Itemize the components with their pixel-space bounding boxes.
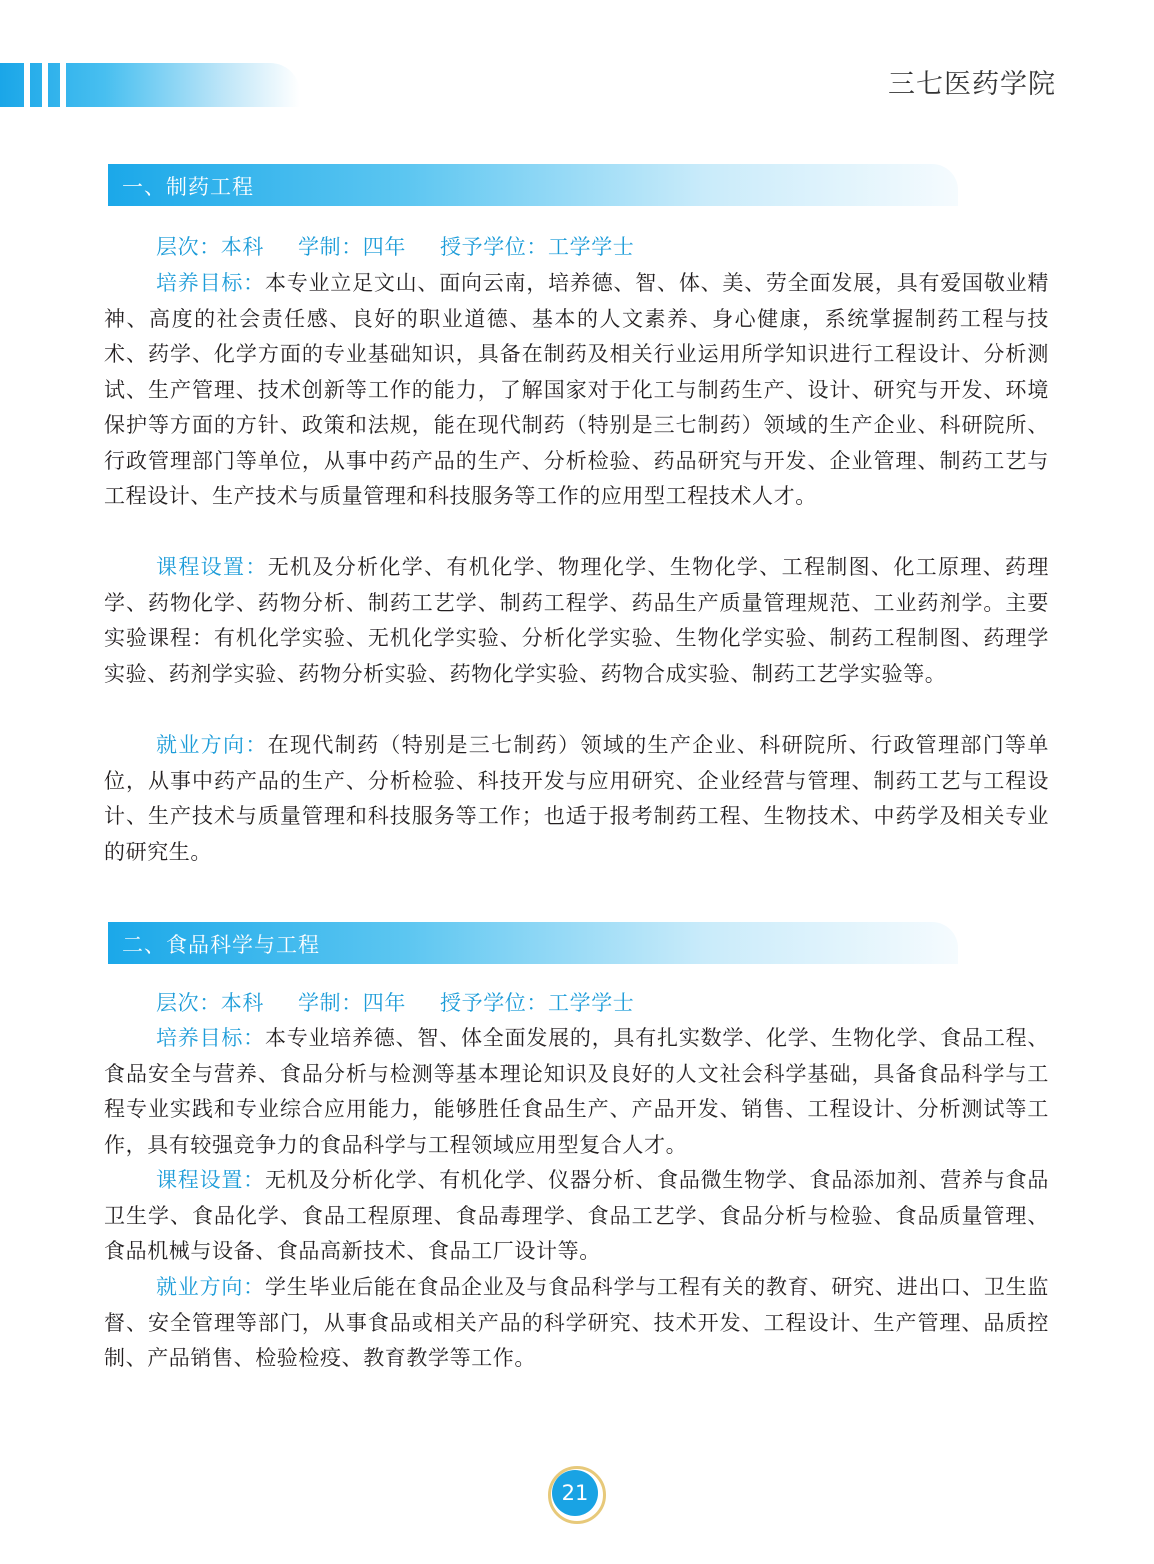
- page-number: 21: [552, 1470, 598, 1516]
- level-text: 层次：本科: [156, 235, 264, 259]
- career-paragraph: [104, 728, 1049, 870]
- course-text: 无机及分析化学、有机化学、物理化学、生物化学、工程制图、化工原理、药理学、药物化学、药物分析、制药工艺学、制药工程学、药品生产质量管理规范、工业药剂学。主要实验课程：有机化学实验、无机化学实验、分析化学实验、生物化学实验、制药工程制图、药理学实验、药剂学实验、药物分析实验、药物化学实验、药物合成实验、制药工艺学实验等。: [104, 555, 1049, 686]
- career-paragraph: [104, 1270, 1049, 1377]
- goal-label: 培养目标：: [156, 271, 265, 295]
- section-title-bar: [108, 164, 958, 206]
- goal-paragraph: [104, 266, 1049, 515]
- degree-text: 授予学位：工学学士: [440, 235, 635, 259]
- goal-paragraph: [104, 1021, 1049, 1163]
- degree-text: 授予学位：工学学士: [440, 991, 635, 1015]
- goal-text: 本专业立足文山、面向云南，培养德、智、体、美、劳全面发展，具有爱国敬业精神、高度的社会责任感、良好的职业道德、基本的人文素养、身心健康，系统掌握制药工程与技术、药学、化学方面的专业基础知识，具备在制药及相关行业运用所学知识进行工程设计、分析测试、生产管理、技术创新等工作的能力，了解国家对于化工与制药生产、设计、研究与开发、环境保护等方面的方针、政策和法规，能在现代制药（特别是三七制药）领域的生产企业、科研院所、行政管理部门等单位，从事中药产品的生产、分析检验、药品研究与开发、企业管理、制药工艺与工程设计、生产技术与质量管理和科技服务等工作的应用型工程技术人才。: [104, 271, 1050, 508]
- header-stripe: [42, 63, 48, 107]
- header-stripe: [24, 63, 30, 107]
- course-label: 课程设置：: [156, 1168, 265, 1192]
- career-text: 在现代制药（特别是三七制药）领域的生产企业、科研院所、行政管理部门等单位，从事中药产品的生产、分析检验、科技开发与应用研究、企业经营与管理、制药工艺与工程设计、生产技术与质量管理和科技服务等工作；也适于报考制药工程、生物技术、中药学及相关专业的研究生。: [104, 733, 1049, 864]
- career-text: 学生毕业后能在食品企业及与食品科学与工程有关的教育、研究、进出口、卫生监督、安全管理等部门，从事食品或相关产品的科学研究、技术开发、工程设计、生产管理、品质控制、产品销售、检验检疫、教育教学等工作。: [104, 1275, 1050, 1370]
- career-label: 就业方向：: [156, 733, 268, 757]
- program-meta: [156, 986, 634, 1021]
- course-label: 课程设置：: [156, 555, 268, 579]
- course-paragraph: [104, 550, 1049, 692]
- section-title-bar: [108, 922, 958, 964]
- header-stripe: [60, 63, 66, 107]
- section-title: 一、制药工程: [122, 175, 254, 199]
- goal-label: 培养目标：: [156, 1026, 265, 1050]
- section-title: 二、食品科学与工程: [122, 933, 320, 957]
- duration-text: 学制：四年: [298, 991, 406, 1015]
- goal-text: 本专业培养德、智、体全面发展的，具有扎实数学、化学、生物化学、食品工程、食品安全与营养、食品分析与检测等基本理论知识及良好的人文社会科学基础，具备食品科学与工程专业实践和专业综合应用能力，能够胜任食品生产、产品开发、销售、工程设计、分析测试等工作，具有较强竞争力的食品科学与工程领域应用型复合人才。: [104, 1026, 1050, 1157]
- school-name: 三七医药学院: [888, 69, 1056, 100]
- career-label: 就业方向：: [156, 1275, 265, 1299]
- duration-text: 学制：四年: [298, 235, 406, 259]
- course-text: 无机及分析化学、有机化学、仪器分析、食品微生物学、食品添加剂、营养与食品卫生学、食品化学、食品工程原理、食品毒理学、食品工艺学、食品分析与检验、食品质量管理、食品机械与设备、食品高新技术、食品工厂设计等。: [104, 1168, 1050, 1263]
- course-paragraph: [104, 1163, 1049, 1270]
- program-meta: [156, 230, 634, 265]
- level-text: 层次：本科: [156, 991, 264, 1015]
